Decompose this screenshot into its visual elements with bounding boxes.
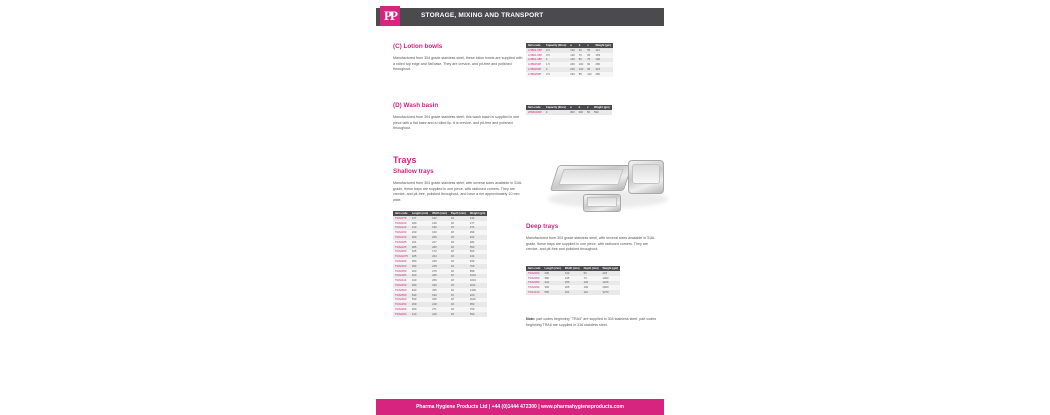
column-header: Weight (gm) [602,267,619,270]
table-cell: 50 [587,110,591,114]
table-cell: 217 [430,240,449,245]
item-code-cell: TRA0380 [393,274,410,279]
deep-trays-description: Manufactured from 304 grade stainless steel, with several sizes available in 316L grade, these trays are supplied in one piece, with radiused corners. They are crevice- and pit-free and polished throughout. [526,236,655,252]
column-header: Width (mm) [564,267,580,270]
table-cell: 70 [577,53,585,58]
table-cell: 133 [563,271,582,276]
wash-description: Manufactured from 304 grade stainless steel, this wash basin is supplied in one piece with a flat base and a rolled lip. It is crevice- and pit-free and polished throughout. [393,115,520,131]
item-code-cell: TRA0185 [393,240,410,245]
item-code-cell: TRA0300 [393,307,410,312]
table-cell: 18 [449,259,468,264]
table-cell: 80 [577,58,585,63]
table-cell: 444 [543,281,563,286]
column-header: Depth (mm) [583,267,599,270]
item-code-cell: TRA0150 [393,230,410,235]
table-cell: 18 [449,298,468,303]
column-header: a [568,43,576,48]
table-cell: 73 [582,276,601,281]
table-cell: 100 [578,63,584,67]
table-cell: 2000 [601,285,620,290]
lotion-heading: (C) Lotion bowls [393,43,443,50]
deep-trays-heading: Deep trays [526,223,559,230]
table-cell: 300 [578,110,584,114]
item-code-cell: LOB01-03P [528,48,543,52]
table-cell: 245 [563,276,582,281]
table-cell: 85 [577,72,585,77]
item-code-cell: WSB0400P [528,110,542,114]
table-cell: 460 [410,269,430,274]
table-cell: 321 [563,290,582,295]
table-cell: 65 [585,53,593,58]
table-cell: 218 [430,264,449,269]
column-header: Length (mm) [544,267,561,270]
table-cell: 18 [449,307,468,312]
shallow-trays-table [393,211,487,317]
item-code-cell: TRA02275 [395,255,408,259]
table-cell: 404 [468,235,487,240]
note-text: part codes beginning "TRA4" are supplied in 304 stainless steel, part codes beginning TRA6 are supplied in 316 stainless steel. [526,317,657,327]
table-cell: 172 [430,250,449,255]
table-cell: 323 [593,67,612,72]
column-header: b [577,43,585,48]
table-row [393,312,487,317]
table-cell: 240 [570,72,575,76]
column-header: Capacity (litres) [545,106,567,109]
table-cell: 709 [468,307,487,312]
table-cell: 200 [570,63,575,67]
column-header: Weight (gm) [595,44,611,47]
item-code-cell: TRA0300 [393,259,410,264]
table-cell: 550 [543,290,563,295]
table-cell: 55 [585,48,593,53]
table-cell: 260 [410,235,430,240]
trays-title: Trays [393,155,417,165]
table-cell: 0.3 [544,48,568,53]
catalogue-page [376,0,664,415]
section-title: STORAGE, MIXING AND TRANSPORT [421,12,544,19]
table-cell: 120 [582,281,601,286]
table-cell: 1.5 [544,62,568,67]
table-cell: 274 [468,226,487,231]
table-cell: 271 [430,307,449,312]
table-cell: 898 [468,269,487,274]
brand-logo: PP [380,6,400,26]
item-code-cell: TRA0300 [526,271,543,276]
item-code-cell: TRA0250 [393,302,410,307]
table-cell: 209 [430,235,449,240]
item-code-cell: TRA0075 [393,216,410,221]
table-cell: 1000 [601,276,620,281]
table-cell: 330 [543,285,563,290]
column-header: Item code [528,267,541,270]
table-cell: 129 [430,221,449,226]
table-cell: 162 [430,216,449,221]
table-cell: 500 [468,250,487,255]
column-header: Length (mm) [411,212,429,215]
column-header: Item code [526,43,544,48]
shallow-trays-heading: Shallow trays [393,168,434,175]
table-cell: 325 [410,250,430,255]
table-cell: 324 [410,240,430,245]
table-cell: 434 [468,254,487,259]
column-header: Item code [526,105,544,110]
table-cell: 250 [563,281,582,286]
table-cell: 0.5 [544,53,568,58]
table-cell: 484 [468,240,487,245]
table-cell: 279 [430,269,449,274]
table-cell: 1 [544,58,568,63]
table-cell: 218 [430,302,449,307]
table-cell: 260 [430,245,449,250]
table-cell: 1100 [468,298,487,303]
table-cell: 224 [430,254,449,259]
table-cell: 709 [468,264,487,269]
table-cell: 393 [410,264,430,269]
item-code-cell: TRA0500 [393,288,410,293]
item-code-cell: TRA0100 [393,221,410,226]
table-cell: 220 [468,293,487,298]
table-cell: 18 [449,240,468,245]
table-cell: 530 [410,298,430,303]
table-cell: 2 [544,67,568,72]
table-cell: 325 [563,285,582,290]
item-code-cell: TRA0600 [393,298,410,303]
column-header: a [568,105,576,110]
wash-heading: (D) Wash basin [393,102,439,109]
table-cell: 639 [468,259,487,264]
table-cell: 18 [449,312,468,317]
shallow-trays-description: Manufactured from 304 grade stainless steel, with several sizes available in 316L grade, these trays are supplied in one piece, with radiused corners. They are crevice- and pit-free, polished throughout, and have a rim approximately 10 mm wide. [393,181,522,202]
footer-bar: Pharma Hygiene Products Ltd | +44 (0)1444 472300 | www.pharmahygieneproducts.com [376,399,664,415]
item-code-cell: LOB0250P [526,72,544,77]
table-cell: 190 [430,293,449,298]
table-cell: 360 [410,259,430,264]
table-cell: 100 [582,285,601,290]
table-cell: 100 [578,68,584,72]
table-cell: 18 [449,245,468,250]
table-cell: 326 [430,283,449,288]
table-cell: 50 [582,271,601,276]
table-cell: 230 [410,230,430,235]
table-cell: 249 [430,259,449,264]
table-cell: 280 [593,62,612,67]
table-cell: 15 [449,226,468,231]
table-cell: 18 [449,302,468,307]
table-cell: 540 [410,293,430,298]
table-cell: 90 [585,62,593,67]
item-code-cell: LOB01-06P [528,53,543,57]
column-header: c [585,105,592,110]
item-code-cell: TRA0122 [393,226,410,231]
table-cell: 114 [593,48,612,53]
item-code-cell: TRA0160 [393,235,410,240]
table-cell: 18 [449,283,468,288]
table-cell: 18 [449,254,468,259]
table-cell: 18 [449,264,468,269]
table-cell: 590 [592,110,611,115]
item-code-cell: TRA0350 [393,269,410,274]
table-cell: 325 [430,298,449,303]
table-cell: 1100 [601,281,620,286]
table-cell: 2.5 [544,72,568,77]
item-code-cell: TRA0380 [526,281,543,286]
table-cell: 353 [468,302,487,307]
table-cell: 550 [468,245,487,250]
item-code-cell: TRA0350 [526,276,543,281]
table-cell: 18 [449,235,468,240]
table-cell: 160 [430,230,449,235]
table-cell: 1010 [468,274,487,279]
table-cell: 75 [585,58,593,63]
item-code-cell: TRA0225 [393,245,410,250]
table-cell: 153 [593,53,612,58]
item-code-cell: TRA0450 [393,283,410,288]
column-header: c [585,43,593,48]
table-cell: 400 [410,274,430,279]
table-cell: 200 [570,68,575,72]
table-cell: 190 [593,58,612,63]
table-cell: 140 [570,53,575,57]
note-label: Note: [526,317,536,321]
table-cell: 18 [449,250,468,255]
item-code-cell: TRA4120 [526,290,543,295]
column-header: Item code [393,211,410,216]
table-cell: 259 [430,278,449,283]
lotion-description: Manufactured from 304 grade stainless steel, these lotion bowls are supplied with a rolled top edge and flat base. They are crevice- and pit-free and polished throughout. [393,56,523,72]
table-cell: 325 [410,254,430,259]
item-code-cell: LOB0150P [526,62,544,67]
table-cell: 213 [410,226,430,231]
table-cell: 3270 [601,290,620,295]
table-cell: 120 [570,48,575,52]
table-cell: 450 [593,72,612,77]
table-row [526,290,620,295]
table-cell: 260 [410,302,430,307]
table-cell: 325 [430,274,449,279]
table-cell: 305 [410,245,430,250]
deep-trays-table [526,266,620,295]
table-cell: 1101 [468,283,487,288]
table-cell: 18 [449,278,468,283]
table-cell: 18 [449,216,468,221]
table-row [526,72,613,77]
column-header: b [577,105,585,110]
table-cell: 18 [449,230,468,235]
item-code-cell: TRA0450 [393,312,410,317]
trays-note [526,317,656,328]
column-header: Width (mm) [432,212,447,215]
table-cell: 249 [430,312,449,317]
table-cell: 1034 [468,278,487,283]
table-row [526,110,612,115]
column-header: Capacity (litres) [546,44,567,47]
table-cell: 95 [585,67,593,72]
table-cell: 18 [449,269,468,274]
item-code-cell: TRA0390 [526,285,543,290]
table-cell: 230 [543,271,563,276]
table-cell: 490 [410,288,430,293]
item-code-cell: TRA0320 [393,264,410,269]
table-cell: 133 [468,216,487,221]
lotion-bowls-table [526,43,613,77]
table-cell: 1300 [468,288,487,293]
column-header: Depth (mm) [450,212,466,215]
item-code-cell: LOB0200P [526,67,544,72]
table-cell: 440 [410,278,430,283]
table-cell: 413 [410,312,430,317]
table-cell: 130 [570,58,575,62]
table-cell: 190 [430,226,449,231]
table-cell: 360 [410,307,430,312]
table-cell: 15 [449,293,468,298]
item-code-cell: TRA0414 [393,278,410,283]
table-cell: 480 [410,283,430,288]
table-cell: 110 [587,72,592,76]
item-code-cell: LOB01-08P [528,58,543,62]
table-cell: 137 [410,216,430,221]
table-cell: 325 [430,288,449,293]
item-code-cell: TRA0250 [393,250,410,255]
table-cell: 18 [449,221,468,226]
table-cell: 3 [544,110,568,115]
table-cell: 18 [449,288,468,293]
column-header: Weight (gm) [469,212,486,215]
table-cell: 110 [582,290,601,295]
wash-basin-table [526,105,612,115]
table-cell: 300 [570,110,575,114]
table-cell: 180 [410,221,430,226]
table-cell: 590 [468,312,487,317]
table-cell: 18 [449,274,468,279]
item-code-cell: TRA0550 [393,293,410,298]
column-header: Weight (gm) [594,106,610,109]
table-cell: 218 [601,271,620,276]
table-cell: 380 [543,276,563,281]
table-cell: 299 [468,230,487,235]
table-cell: 177 [468,221,487,226]
table-cell: 90 [577,48,585,53]
